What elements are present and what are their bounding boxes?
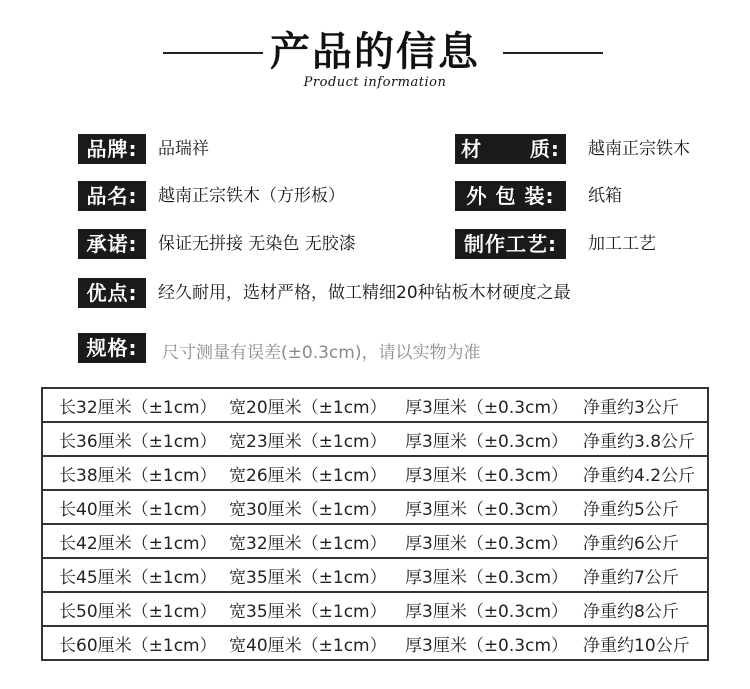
length-cell: 长38厘米（±1cm） — [42, 456, 229, 490]
material-value: 越南正宗铁木 — [588, 139, 690, 159]
thickness-cell: 厚3厘米（±0.3cm） — [405, 592, 583, 626]
spec-table — [41, 387, 709, 661]
weight-cell: 净重约3公斤 — [583, 388, 708, 422]
product-name-label: 品名: — [78, 181, 146, 211]
page-title: 产品的信息 — [270, 29, 480, 75]
product-name-value: 越南正宗铁木（方形板） — [158, 186, 345, 206]
width-cell: 宽32厘米（±1cm） — [229, 524, 405, 558]
width-cell: 宽23厘米（±1cm） — [229, 422, 405, 456]
table-row — [42, 388, 708, 422]
brand-value: 品瑞祥 — [158, 139, 209, 159]
width-cell: 宽30厘米（±1cm） — [229, 490, 405, 524]
weight-cell: 净重约10公斤 — [583, 626, 708, 660]
width-cell: 宽26厘米（±1cm） — [229, 456, 405, 490]
length-cell: 长32厘米（±1cm） — [42, 388, 229, 422]
thickness-cell: 厚3厘米（±0.3cm） — [405, 422, 583, 456]
material-label: 材 质: — [455, 134, 566, 164]
table-row — [42, 626, 708, 660]
thickness-cell: 厚3厘米（±0.3cm） — [405, 558, 583, 592]
thickness-cell: 厚3厘米（±0.3cm） — [405, 456, 583, 490]
promise-value: 保证无拼接 无染色 无胶漆 — [158, 234, 356, 254]
weight-cell: 净重约8公斤 — [583, 592, 708, 626]
brand-label: 品牌: — [78, 134, 146, 164]
package-value: 纸箱 — [588, 186, 622, 206]
length-cell: 长50厘米（±1cm） — [42, 592, 229, 626]
length-cell: 长45厘米（±1cm） — [42, 558, 229, 592]
width-cell: 宽20厘米（±1cm） — [229, 388, 405, 422]
length-cell: 长60厘米（±1cm） — [42, 626, 229, 660]
length-cell: 长42厘米（±1cm） — [42, 524, 229, 558]
length-cell: 长40厘米（±1cm） — [42, 490, 229, 524]
table-row — [42, 558, 708, 592]
weight-cell: 净重约6公斤 — [583, 524, 708, 558]
page-subtitle: Product information — [303, 75, 447, 90]
width-cell: 宽35厘米（±1cm） — [229, 558, 405, 592]
table-row — [42, 592, 708, 626]
craft-value: 加工工艺 — [588, 234, 656, 254]
table-row — [42, 524, 708, 558]
table-row — [42, 422, 708, 456]
promise-label: 承诺: — [78, 229, 146, 259]
thickness-cell: 厚3厘米（±0.3cm） — [405, 524, 583, 558]
width-cell: 宽40厘米（±1cm） — [229, 626, 405, 660]
advantage-value: 经久耐用，选材严格，做工精细20种钻板木材硬度之最 — [158, 283, 571, 303]
length-cell: 长36厘米（±1cm） — [42, 422, 229, 456]
weight-cell: 净重约5公斤 — [583, 490, 708, 524]
table-row — [42, 456, 708, 490]
title-divider-right — [503, 52, 603, 54]
weight-cell: 净重约4.2公斤 — [583, 456, 708, 490]
spec-note: 尺寸测量有误差(±0.3cm)，请以实物为准 — [162, 343, 481, 363]
page-header — [0, 24, 750, 94]
spec-label: 规格: — [78, 333, 146, 363]
spec-table-body — [42, 388, 708, 660]
craft-label: 制作工艺: — [455, 229, 566, 259]
package-label: 外 包 装: — [455, 181, 566, 211]
weight-cell: 净重约3.8公斤 — [583, 422, 708, 456]
advantage-label: 优点: — [78, 278, 146, 308]
thickness-cell: 厚3厘米（±0.3cm） — [405, 388, 583, 422]
width-cell: 宽35厘米（±1cm） — [229, 592, 405, 626]
table-row — [42, 490, 708, 524]
thickness-cell: 厚3厘米（±0.3cm） — [405, 626, 583, 660]
weight-cell: 净重约7公斤 — [583, 558, 708, 592]
thickness-cell: 厚3厘米（±0.3cm） — [405, 490, 583, 524]
